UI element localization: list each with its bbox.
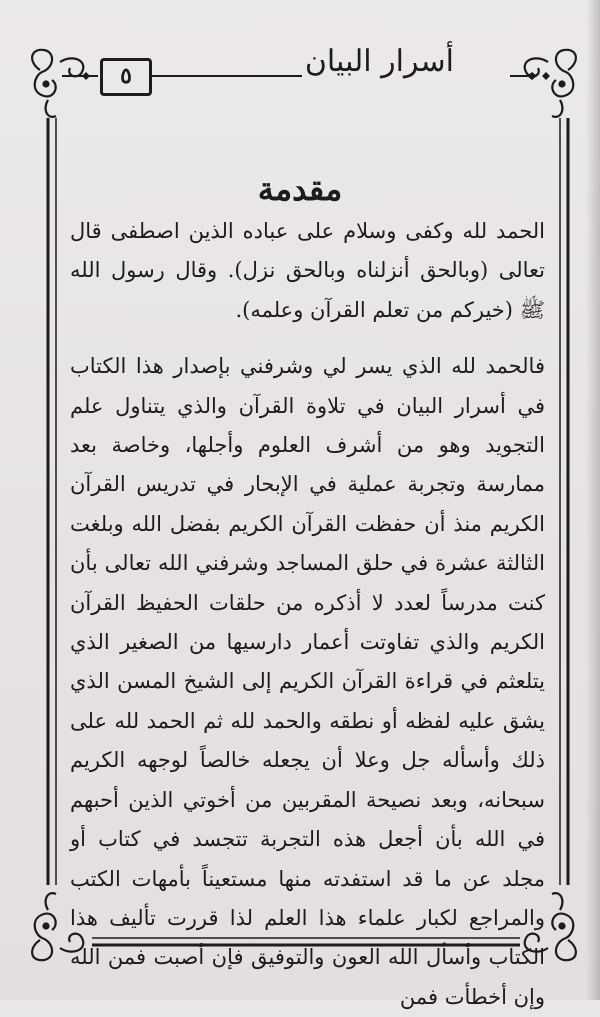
paragraph: فالحمد لله الذي يسر لي وشرفني بإصدار هذا الكتاب في أسرار البيان في تلاوة القرآن والذي يتناول علم التجويد وهو من أشرف العلوم وأجلها، وخاصة بعد ممارسة وتجربة عملية في الإبحار في تدريس القرآن الكريم منذ أن حفظت القرآن الكريم بفضل الله وبلغت الثالثة عشرة في حلق المساجد وشرفني الله تعالى بأن كنت مدرساً لعدد لا أذكره من حلقات الحفيظ القرآن الكريم والذي تفاوتت أعمار دارسيها من الصغير الذي يتلعثم في قراءة القرآن الكريم إلى الشيخ المسن الذي يشق عليه لفظه أو نطقه والحمد لله ثم الحمد لله على ذلك وأسأله جل وعلا أن يجعله خالصاً لوجهه الكريم سبحانه، وبعد نصيحة المقربين من أخوتي الذين أحبهم في الله بأن أجعل هذه التجربة تتجسد في كتاب أو مجلد عن ما قد استفدته منها مستعيناً بأمهات الكتب والمراجع لكبار علماء هذا العلم لذا قررت تأليف هذا الكتاب وأسأل الله العون والتوفيق فإن أصبت فمن الله وإن أخطأت فمن <box>70 354 545 1009</box>
paragraph-gap <box>70 330 545 347</box>
section-title: مقدمة <box>257 170 343 208</box>
body-text <box>70 212 545 1017</box>
page-number-box: ٥ <box>100 58 152 96</box>
corner-ornament-top-left <box>32 50 83 117</box>
running-header-title: أسرار البيان <box>304 44 454 79</box>
corner-ornament-top-right <box>525 50 576 117</box>
paragraph: الحمد لله وكفى وسلام على عباده الذين اصطفى قال تعالى (وبالحق أنزلناه وبالحق نزل). وقال رسول الله ﷺ (خيركم من تعلم القرآن وعلمه). <box>70 219 545 322</box>
